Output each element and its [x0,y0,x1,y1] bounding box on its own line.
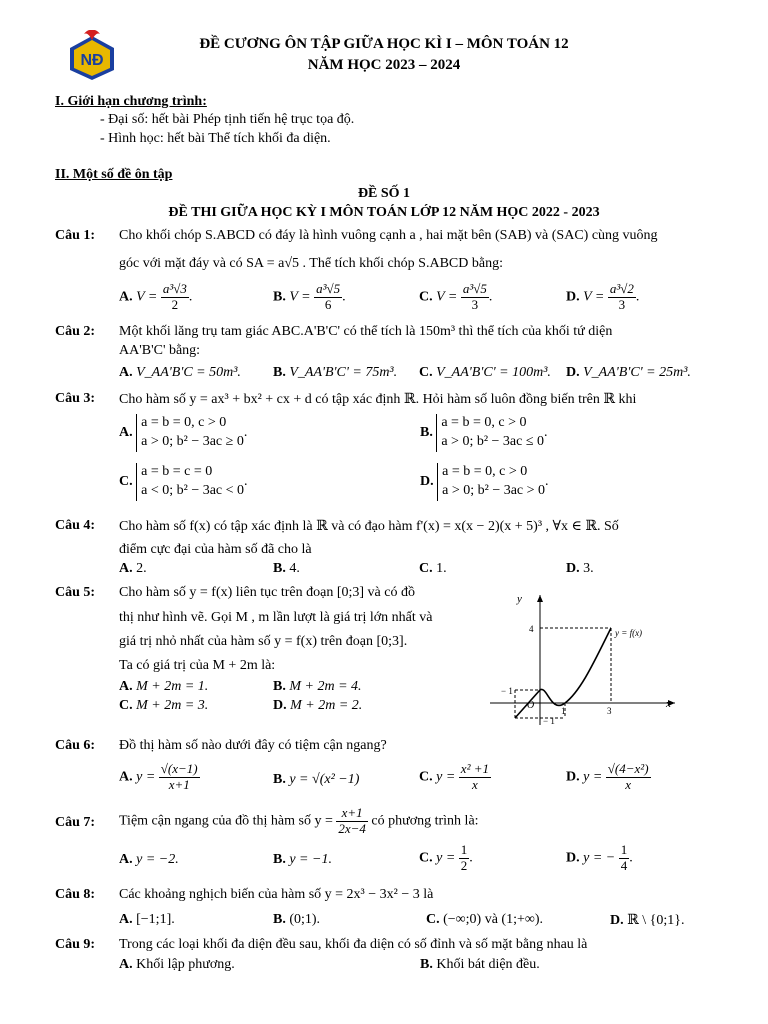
q8-option-b[interactable]: B. (0;1). [273,912,321,927]
q9-text: Trong các loại khối đa diện đều sau, khối đa diện có số đỉnh và số mặt bằng nhau là [119,937,588,952]
q6-option-d[interactable]: D. y = $\frac{\text{√(4−x²)}}{x}$ [566,761,649,792]
q2-option-d[interactable]: D. V_AA'B'C' = 25m³. [566,365,691,380]
q1-label: Câu 1: [55,228,96,243]
exam-number: ĐỀ SỐ 1 [357,186,411,201]
q1-option-a[interactable]: A. V = $\frac{\text{a³√3}}{2}$ . [119,281,193,312]
q4-option-b[interactable]: B. 4. [273,561,300,576]
q2-text-line1: Một khối lăng trụ tam giác ABC.A'B'C' có thể tích là 150m³ thì thể tích của khối tứ diện [119,324,613,339]
q5-option-b[interactable]: B. M + 2m = 4. [273,679,362,694]
q4-option-a[interactable]: A. 2. [119,561,147,576]
q7-label: Câu 7: [55,815,96,830]
section2-heading: II. Một số đề ôn tập [55,167,173,182]
q3-label: Câu 3: [55,391,96,406]
q5-label: Câu 5: [55,585,96,600]
q5-option-d[interactable]: D. M + 2m = 2. [273,698,363,713]
q4-label: Câu 4: [55,518,96,533]
q6-text: Đồ thị hàm số nào dưới đây có tiệm cận ngang? [119,738,387,753]
q9-label: Câu 9: [55,937,96,952]
q6-option-b[interactable]: B. y = √(x² −1) [273,772,360,787]
q1-option-c[interactable]: C. V = $\frac{\text{a³√5}}{3}$ . [419,281,493,312]
q2-label: Câu 2: [55,324,96,339]
q9-option-a[interactable]: A. Khối lập phương. [119,957,235,972]
q2-text-line2: AA'B'C' bằng: [119,343,201,358]
q4-text-line2: điểm cực đại của hàm số đã cho là [119,542,312,557]
q3-text: Cho hàm số y = ax³ + bx² + cx + d có tập xác định ℝ. Hỏi hàm số luôn đồng biến trên ℝ khi [119,392,637,407]
tick-yneg1: − 1 [543,716,555,726]
q5-text-line1: Cho hàm số y = f(x) liên tục trên đoạn [0;3] và có đồ [119,585,415,600]
section1-algebra: - Đại số: hết bài Phép tịnh tiến hệ trục tọa độ. [100,112,355,127]
tick-y4: 4 [529,624,534,634]
q1-text-line2: góc với mặt đáy và có SA = a√5 . Thể tích khối chóp S.ABCD bằng: [119,256,503,271]
q7-option-d[interactable]: D. y = − $\frac{1}{4}$ . [566,842,633,873]
q6-label: Câu 6: [55,738,96,753]
q5-text-line4: Ta có giá trị của M + 2m là: [119,658,276,673]
q1-option-b[interactable]: B. V = $\frac{\text{a³√5}}{6}$ . [273,281,346,312]
q7-option-b[interactable]: B. y = −1. [273,852,332,867]
q7-text: Tiệm cận ngang của đồ thị hàm số y = $\frac{x+1}{2x-4}$ có phương trình là: [119,805,479,836]
school-year: NĂM HỌC 2023 – 2024 [307,57,461,73]
section1-geometry: - Hình học: hết bài Thể tích khối đa diện. [100,131,331,146]
tick-y1: − 1 [501,686,513,696]
section1-heading: I. Giới hạn chương trình: [55,94,207,109]
q1-text-line1: Cho khối chóp S.ABCD có đáy là hình vuông cạnh a , hai mặt bên (SAB) và (SAC) cùng vuông [119,228,658,243]
q7-option-a[interactable]: A. y = −2. [119,852,179,867]
q7-option-c[interactable]: C. y = $\frac{1}{2}$ . [419,842,473,873]
exam-title: ĐỀ THI GIỮA HỌC KỲ I MÔN TOÁN LỚP 12 NĂM HỌC 2022 - 2023 [168,205,600,220]
q2-option-b[interactable]: B. V_AA'B'C' = 75m³. [273,365,398,380]
q3-option-c[interactable]: C. a = b = c = 0 a < 0; b² − 3ac < 0. [119,463,248,501]
q2-option-c[interactable]: C. V_AA'B'C' = 100m³. [419,365,551,380]
y-axis-arrow [537,595,543,602]
x-axis-label: x [666,698,671,710]
q5-option-a[interactable]: A. M + 2m = 1. [119,679,209,694]
tick-x1: 1 [561,706,566,716]
q4-option-c[interactable]: C. 1. [419,561,447,576]
logo-text: NĐ [80,52,104,69]
q3-option-b[interactable]: B. a = b = 0, c > 0 a > 0; b² − 3ac ≤ 0. [420,414,548,452]
q6-option-c[interactable]: C. y = $\frac{\text{x² +1}}{x}$ [419,761,489,792]
tick-x3: 3 [607,706,612,716]
origin-label: O [527,700,535,711]
q4-text-line1: Cho hàm số f(x) có tập xác định là ℝ và có đạo hàm f'(x) = x(x − 2)(x + 5)³ , ∀x ∈ ℝ. Số [119,519,619,534]
q1-option-d[interactable]: D. V = $\frac{\text{a³√2}}{3}$ . [566,281,640,312]
q2-option-a[interactable]: A. V_AA'B'C = 50m³. [119,365,241,380]
q5-option-c[interactable]: C. M + 2m = 3. [119,698,209,713]
q5-text-line2: thị như hình vẽ. Gọi M , m lần lượt là giá trị lớn nhất và [119,610,433,625]
function-label: y = f(x) [615,628,643,638]
q8-option-d[interactable]: D. ℝ \ {0;1}. [610,913,685,928]
q3-option-d[interactable]: D. a = b = 0, c > 0 a > 0; b² − 3ac > 0. [420,463,549,501]
q4-option-d[interactable]: D. 3. [566,561,594,576]
q9-option-b[interactable]: B. Khối bát diện đều. [420,957,540,972]
document-title: ĐỀ CƯƠNG ÔN TẬP GIỮA HỌC KÌ I – MÔN TOÁN 12 [199,36,569,52]
q6-option-a[interactable]: A. y = $\frac{√(x-1)}{x+1}$ [119,761,198,792]
q5-text-line3: giá trị nhỏ nhất của hàm số y = f(x) trên đoạn [0;3]. [119,634,408,649]
q8-option-a[interactable]: A. [−1;1]. [119,912,175,927]
function-graph [485,590,685,730]
y-axis-label: y [517,593,522,605]
q3-option-a[interactable]: A. a = b = 0, c > 0 a > 0; b² − 3ac ≥ 0. [119,414,247,452]
q8-label: Câu 8: [55,887,96,902]
q8-text: Các khoảng nghịch biến của hàm số y = 2x³ − 3x² − 3 là [119,887,434,902]
q8-option-c[interactable]: C. (−∞;0) và (1;+∞). [426,912,544,927]
